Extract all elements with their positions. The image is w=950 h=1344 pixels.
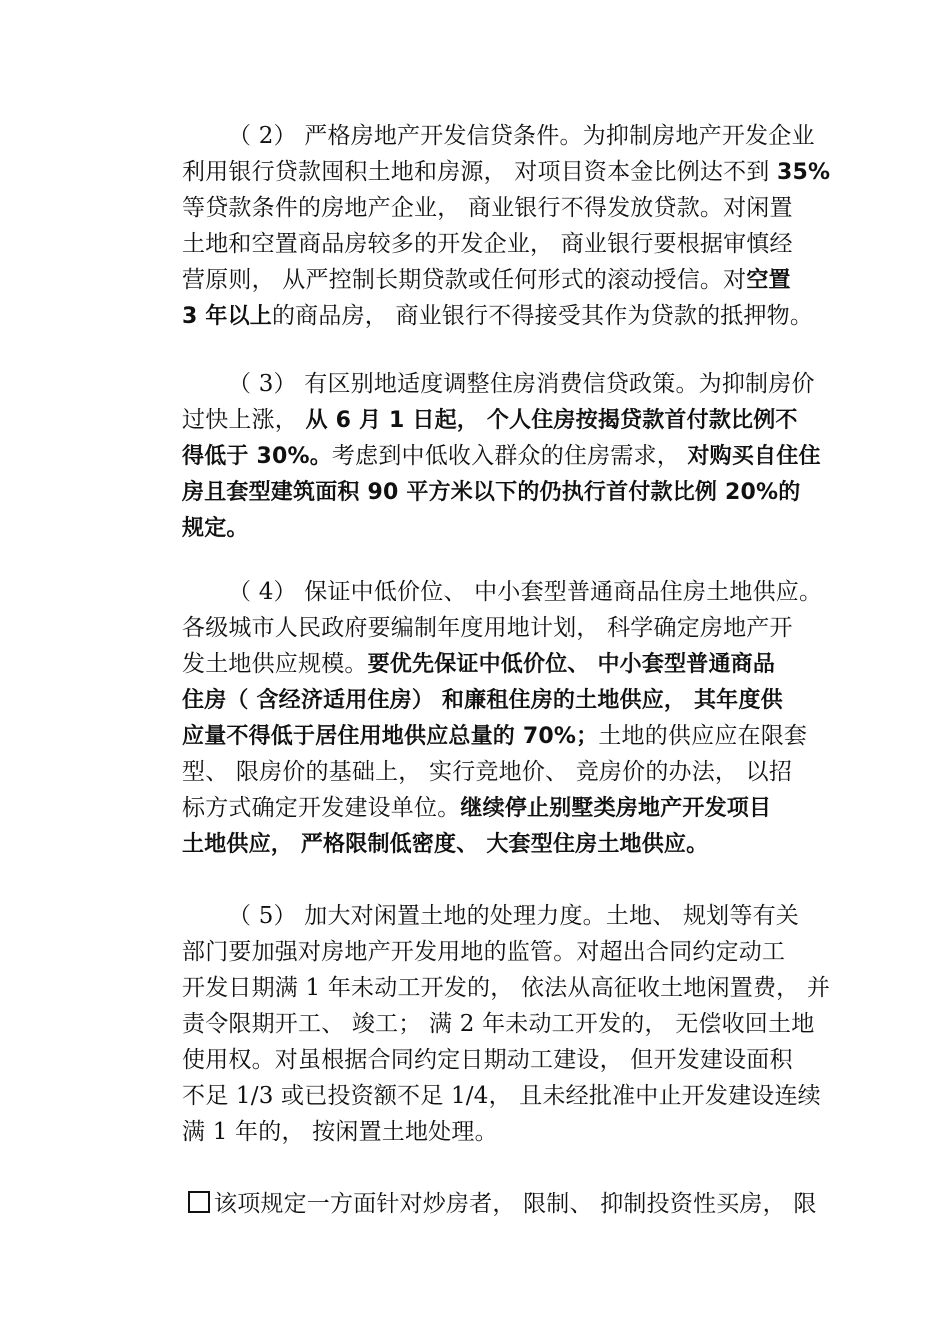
paragraph-6 — [182, 1186, 822, 1222]
text-line — [182, 1042, 822, 1078]
text-line — [182, 970, 831, 1006]
text-segment: 满 1 年的， 按闲置土地处理。 — [182, 1119, 498, 1145]
text-segment: 型、 限房价的基础上， 实行竞地价、 竞房价的办法， 以招 — [182, 759, 793, 785]
text-segment: 等贷款条件的房地产企业， 商业银行不得发放贷款。对闲置 — [182, 195, 793, 221]
text-line — [182, 574, 822, 610]
text-line — [182, 474, 822, 510]
text-line — [182, 718, 822, 754]
text-line — [182, 366, 822, 402]
text-segment: 各级城市人民政府要编制年度用地计划， 科学确定房地产开 — [182, 615, 793, 641]
bold-text-segment: 规定。 — [182, 516, 249, 541]
text-line — [182, 118, 822, 154]
text-segment: 的商品房， 商业银行不得接受其作为贷款的抵押物。 — [271, 303, 814, 329]
text-line — [182, 298, 822, 334]
bold-text-segment: 应量不得低于居住用地供应总量的 70%； — [182, 724, 599, 749]
text-segment: 发土地供应规模。 — [182, 651, 368, 677]
text-segment: 使用权。对虽根据合同约定日期动工建设， 但开发建设面积 — [182, 1047, 793, 1073]
text-line — [182, 438, 822, 474]
text-line — [182, 226, 822, 262]
text-segment: （ 5） 加大对闲置土地的处理力度。土地、 规划等有关 — [228, 903, 799, 929]
bold-text-segment: 要优先保证中低价位、 中小套型普通商品 — [367, 652, 776, 677]
bold-text-segment: 35% — [777, 160, 831, 185]
bold-text-segment: 空置 — [746, 268, 791, 293]
text-line — [182, 1078, 822, 1114]
bold-text-segment: 住房（ 含经济适用住房） 和廉租住房的土地供应， 其年度供 — [182, 688, 783, 713]
paragraph-3 — [182, 366, 822, 546]
text-line — [182, 154, 831, 190]
text-line — [182, 898, 822, 934]
paragraph-2 — [182, 118, 831, 334]
text-segment: 责令限期开工、 竣工； 满 2 年未动工开发的， 无偿收回土地 — [182, 1011, 815, 1037]
text-line — [182, 402, 822, 438]
text-line — [182, 754, 822, 790]
text-segment: （ 4） 保证中低价位、 中小套型普通商品住房土地供应。 — [228, 579, 823, 605]
text-segment: 标方式确定开发建设单位。 — [182, 795, 461, 821]
text-line — [182, 934, 822, 970]
bold-text-segment: 得低于 30%。 — [182, 444, 332, 469]
text-segment: （ 2） 严格房地产开发信贷条件。为抑制房地产开发企业 — [228, 123, 815, 149]
text-segment: 土地和空置商品房较多的开发企业， 商业银行要根据审慎经 — [182, 231, 793, 257]
bold-text-segment: 土地供应， 严格限制低密度、 大套型住房土地供应。 — [182, 832, 709, 857]
text-line — [182, 190, 822, 226]
text-segment: 该项规定一方面针对炒房者， 限制、 抑制投资性买房， 限 — [214, 1191, 817, 1217]
text-line — [182, 646, 822, 682]
text-line — [182, 1006, 822, 1042]
bold-text-segment: 房且套型建筑面积 90 平方米以下的仍执行首付款比例 20%的 — [182, 480, 801, 505]
text-segment: 营原则， 从严控制长期贷款或任何形式的滚动授信。对 — [182, 267, 747, 293]
text-segment: 过快上涨， — [182, 407, 306, 433]
text-segment: 部门要加强对房地产开发用地的监管。对超出合同约定动工 — [182, 939, 786, 965]
text-segment: 不足 1/3 或已投资额不足 1/4， 且未经批准中止开发建设连续 — [182, 1083, 821, 1109]
text-segment: 土地的供应应在限套 — [598, 723, 808, 749]
text-segment: （ 3） 有区别地适度调整住房消费信贷政策。为抑制房价 — [228, 371, 815, 397]
bold-text-segment: 3 年以上 — [182, 304, 272, 329]
text-line — [182, 1186, 822, 1222]
text-segment: 开发日期满 1 年未动工开发的， 依法从高征收土地闲置费， 并 — [182, 975, 831, 1001]
text-line — [182, 262, 822, 298]
text-line — [182, 682, 822, 718]
text-segment: 利用银行贷款囤积土地和房源， 对项目资本金比例达不到 — [182, 159, 778, 185]
text-segment: 考虑到中低收入群众的住房需求， — [331, 443, 688, 469]
checkbox-icon — [188, 1191, 210, 1213]
paragraph-4 — [182, 574, 822, 862]
text-line — [182, 790, 822, 826]
bold-text-segment: 从 6 月 1 日起， 个人住房按揭贷款首付款比例不 — [305, 408, 798, 433]
text-line — [182, 826, 822, 862]
text-line — [182, 1114, 822, 1150]
text-line — [182, 610, 822, 646]
bold-text-segment: 继续停止别墅类房地产开发项目 — [460, 796, 772, 821]
bold-text-segment: 对购买自住住 — [687, 444, 821, 469]
text-line — [182, 510, 822, 546]
paragraph-5 — [182, 898, 831, 1150]
